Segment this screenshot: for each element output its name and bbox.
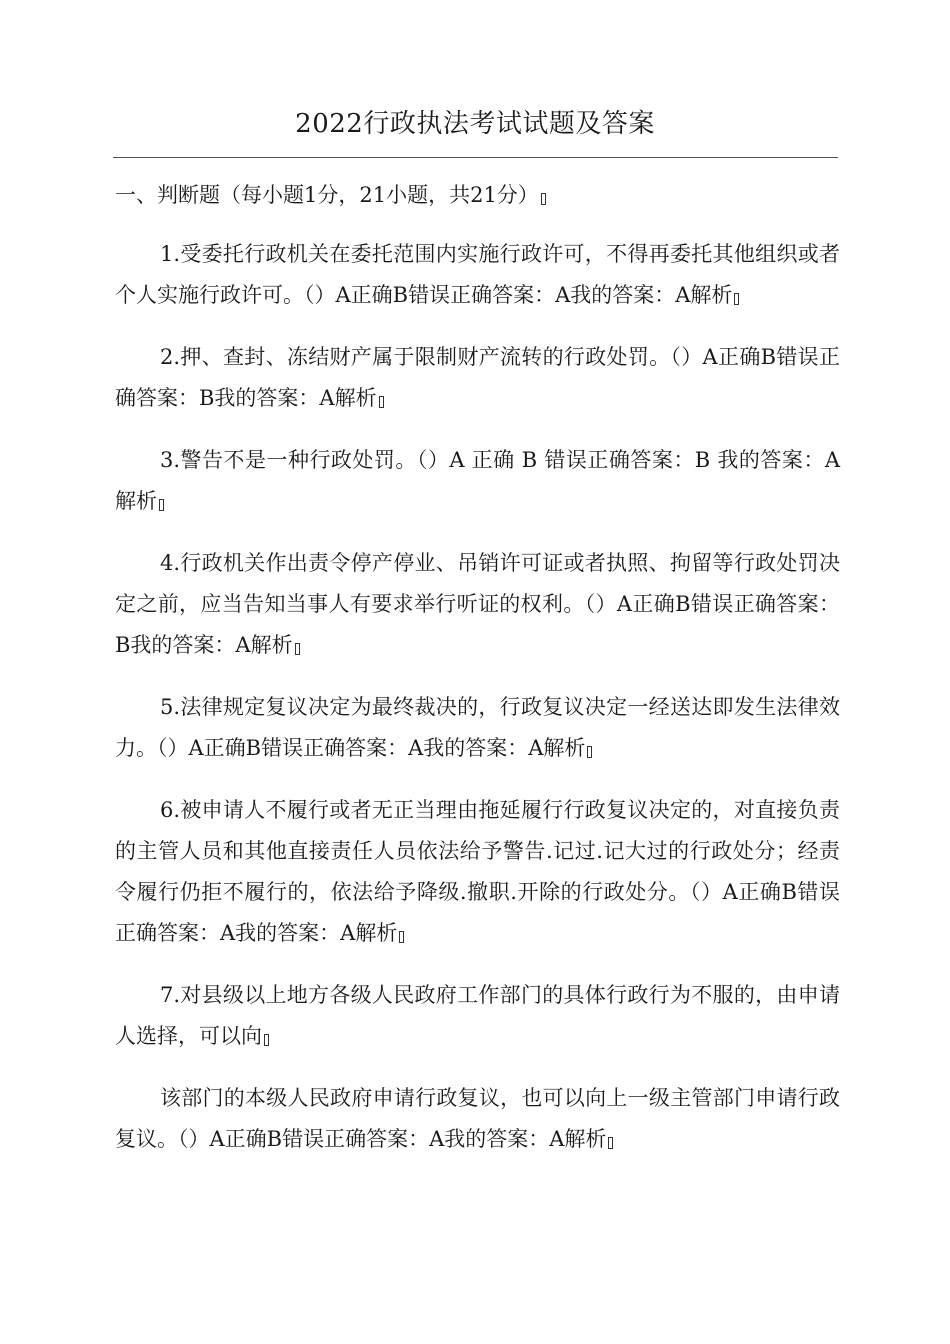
- paragraph-mark-icon: [399, 931, 404, 943]
- question-7: [115, 975, 840, 1057]
- question-text: 5.法律规定复议决定为最终裁决的，行政复议决定一经送达即发生法律效力。（）A正确B错误正确答案：A我的答案：A解析: [115, 695, 840, 760]
- document-title: 2022行政执法考试试题及答案: [295, 109, 655, 139]
- paragraph-mark-icon: [734, 293, 739, 305]
- question-5: [115, 687, 840, 769]
- section-heading: [115, 175, 840, 215]
- question-7-continued: [115, 1078, 840, 1160]
- question-text: 该部门的本级人民政府申请行政复议，也可以向上一级主管部门申请行政复议。（）A正确B错误正确答案：A我的答案：A解析: [115, 1086, 840, 1151]
- paragraph-mark-icon: [379, 396, 384, 408]
- paragraph-mark-icon: [264, 1034, 269, 1046]
- question-text: 6.被申请人不履行或者无正当理由拖延履行行政复议决定的，对直接负责的主管人员和其他直接责任人员依法给予警告.记过.记大过的行政处分；经责令履行仍拒不履行的，依法给予降级.撤职.开除的行政处分。（）A正确B错误正确答案：A我的答案：A解析: [115, 798, 840, 945]
- question-6: [115, 790, 840, 954]
- question-text: 1.受委托行政机关在委托范围内实施行政许可，不得再委托其他组织或者个人实施行政许可。（）A正确B错误正确答案：A我的答案：A解析: [115, 242, 840, 307]
- paragraph-mark-icon: [541, 193, 546, 205]
- paragraph-mark-icon: [608, 1137, 613, 1149]
- question-text: 4.行政机关作出责令停产停业、吊销许可证或者执照、拘留等行政处罚决定之前，应当告知当事人有要求举行听证的权利。（）A正确B错误正确答案：B我的答案：A解析: [115, 551, 840, 657]
- question-2: [115, 337, 840, 419]
- section-heading-text: 一、判断题（每小题1分，21小题，共21分）: [115, 183, 539, 207]
- paragraph-mark-icon: [159, 499, 164, 511]
- question-list: [115, 234, 840, 1181]
- paragraph-mark-icon: [587, 746, 592, 758]
- paragraph-mark-icon: [295, 643, 300, 655]
- question-1: [115, 234, 840, 316]
- question-text: 7.对县级以上地方各级人民政府工作部门的具体行政行为不服的，由申请人选择，可以向: [115, 983, 840, 1048]
- question-text: 3.警告不是一种行政处罚。（）A 正确 B 错误正确答案：B 我的答案：A解析: [115, 448, 840, 513]
- question-4: [115, 543, 840, 666]
- title-divider: [113, 157, 838, 158]
- question-text: 2.押、查封、冻结财产属于限制财产流转的行政处罚。（）A正确B错误正确答案：B我的答案：A解析: [115, 345, 840, 410]
- question-3: [115, 440, 840, 522]
